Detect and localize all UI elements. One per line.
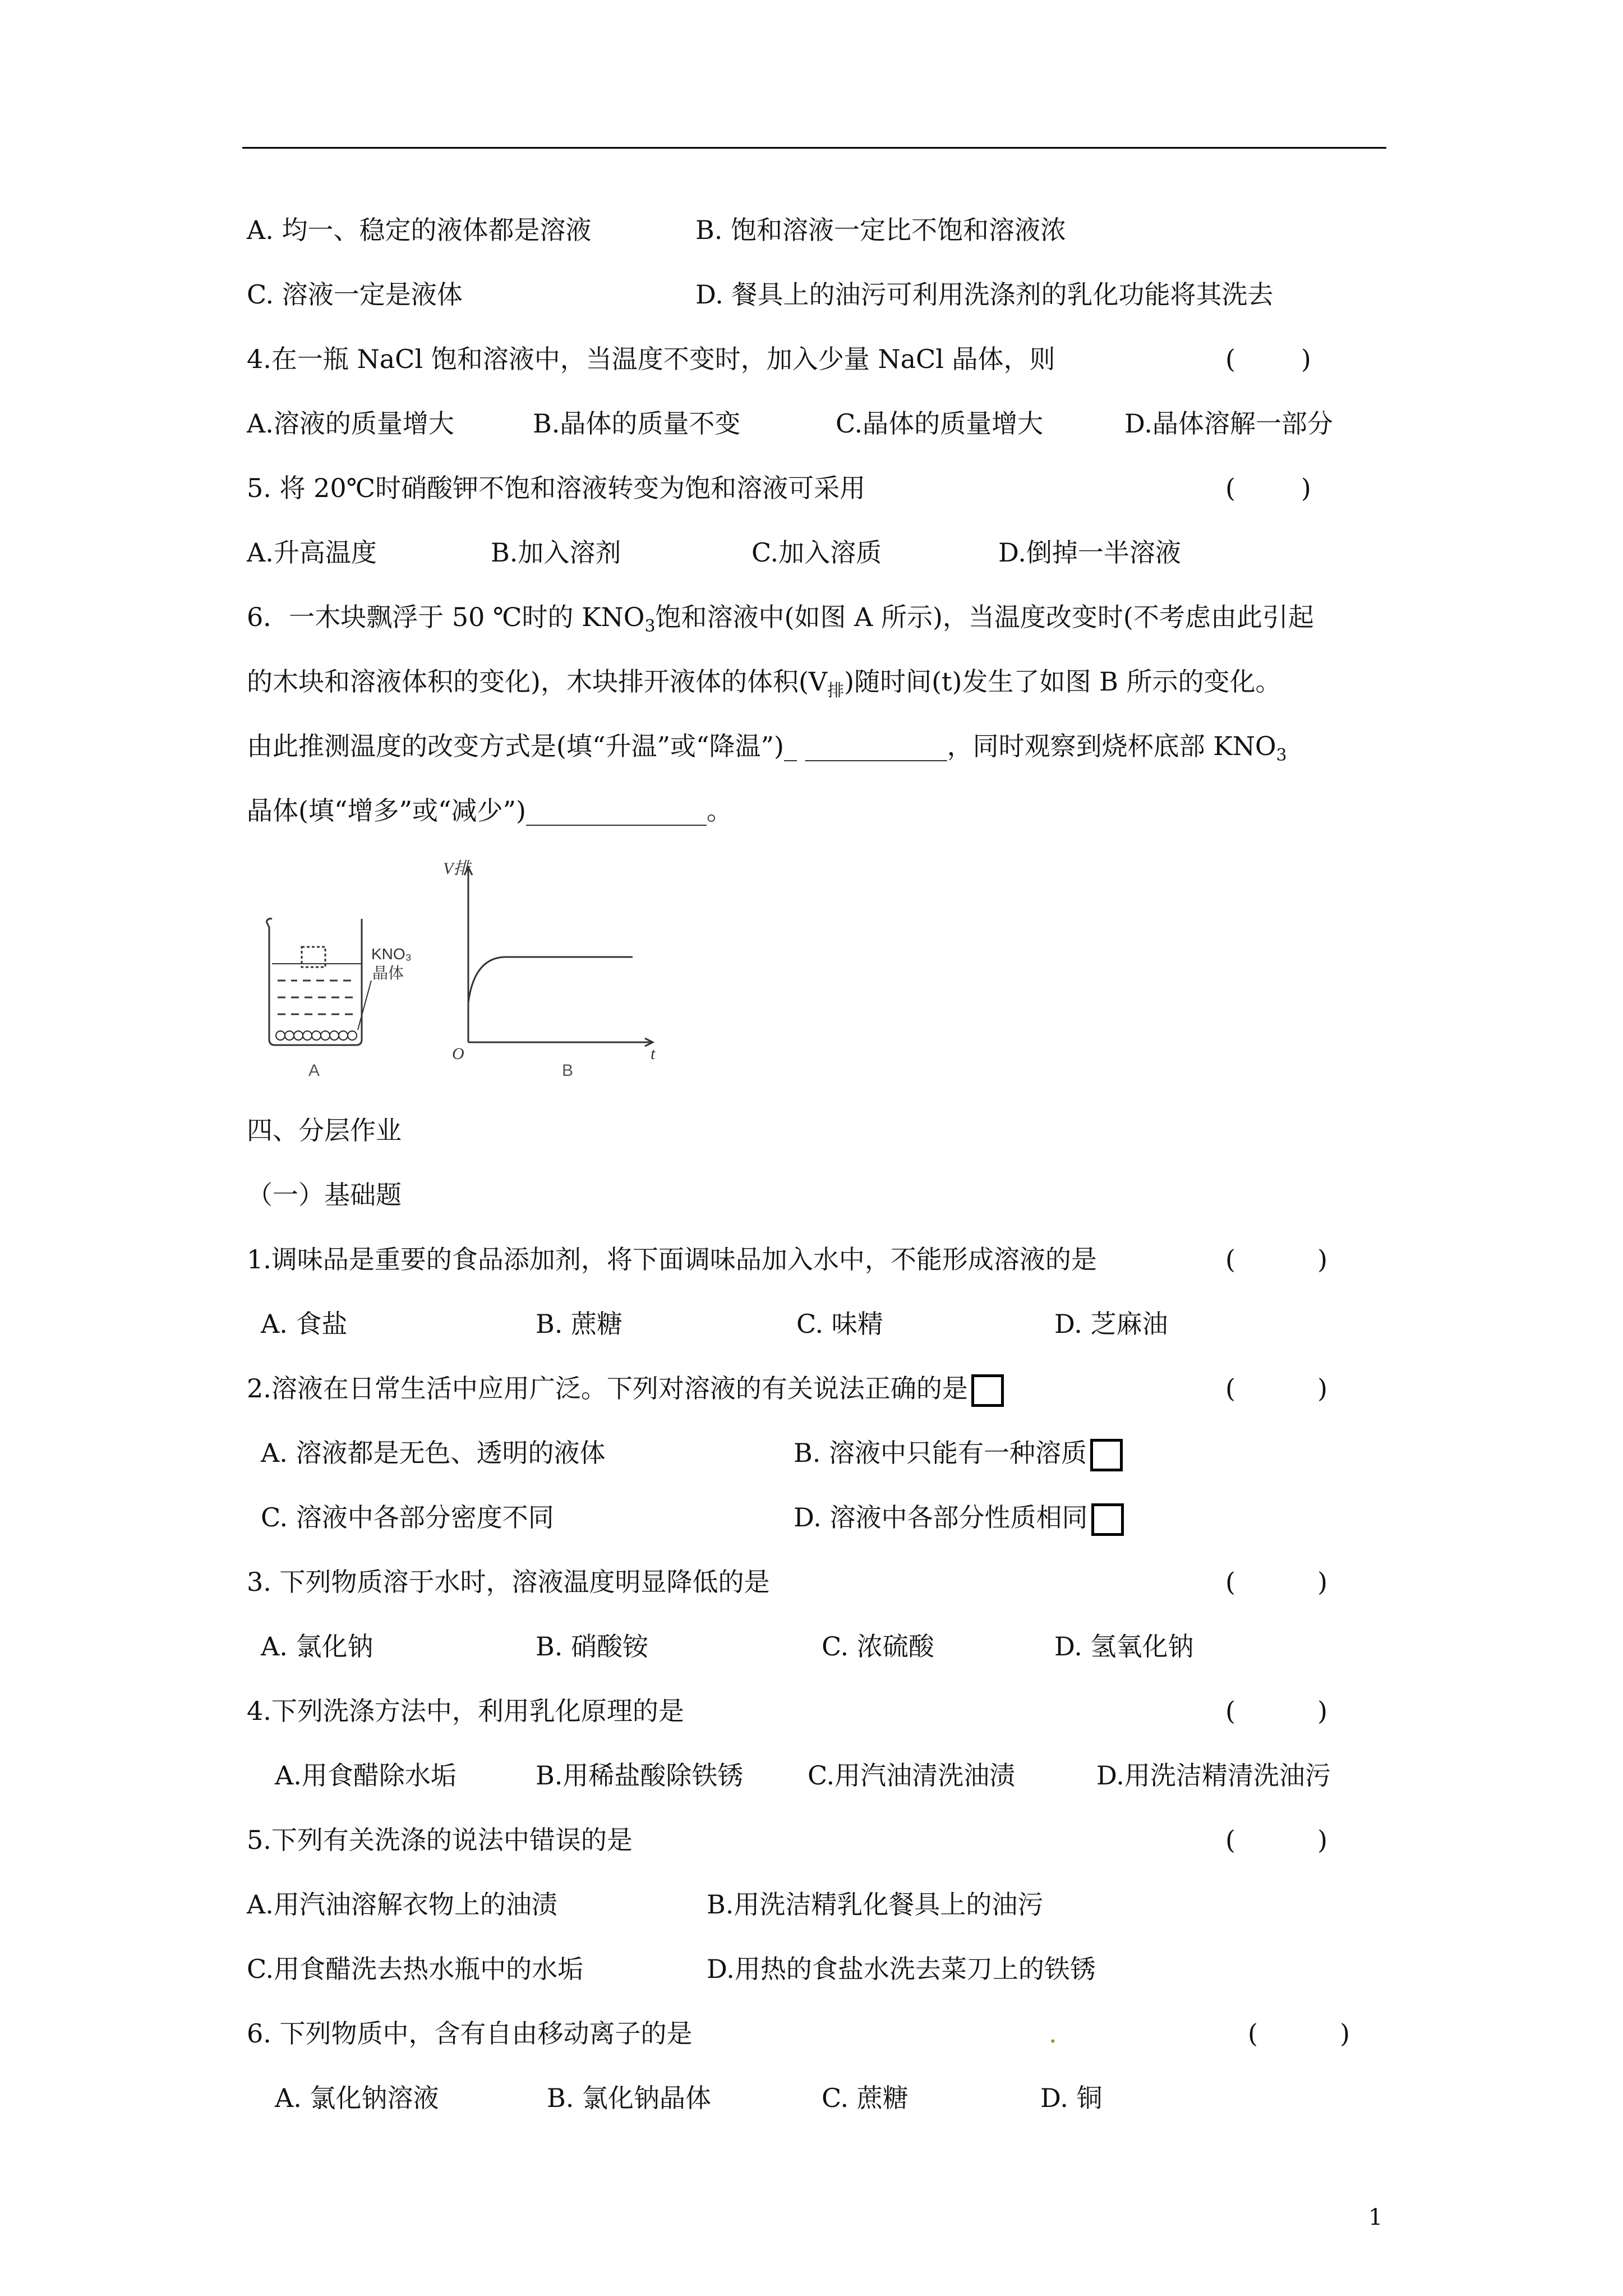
b1-option-b: B. 蔗糖 [536, 1309, 623, 1339]
q4-option-b: B.晶体的质量不变 [533, 408, 741, 439]
answer-paren: ( ) [1225, 1567, 1328, 1597]
graph-b [464, 867, 653, 1046]
kno3-label: KNO₃ [371, 945, 412, 963]
b2-option-c: C. 溶液中各部分密度不同 [261, 1502, 554, 1533]
answer-paren: ( ) [1225, 473, 1311, 503]
option-b: B. 饱和溶液一定比不饱和溶液浓 [695, 215, 1067, 245]
b4-option-b: B.用稀盐酸除铁锈 [536, 1760, 744, 1791]
question-6-line-2: 的木块和溶液体积的变化)，木块排开液体的体积$(V_排)$随时间(t)发生了如图 B 所示的变化。 [247, 666, 1281, 701]
crystal-label: 晶体 [372, 964, 404, 982]
question-4: 4.在一瓶 NaCl 饱和溶液中，当温度不变时，加入少量 NaCl 晶体，则 [247, 344, 1055, 374]
b2-option-b: B. 溶液中只能有一种溶质 [794, 1436, 1123, 1471]
answer-box[interactable] [971, 1374, 1004, 1407]
b6-option-b: B. 氯化钠晶体 [547, 2083, 712, 2113]
v-curve [468, 957, 633, 1003]
beaker-diagram [266, 919, 371, 1045]
b6-option-a: A. 氯化钠溶液 [275, 2083, 439, 2113]
option-c: C. 溶液一定是液体 [247, 279, 463, 310]
answer-paren: ( ) [1225, 1825, 1328, 1855]
q4-option-a: A.溶液的质量增大 [247, 408, 454, 439]
q5-option-d: D.倒掉一半溶液 [998, 537, 1181, 568]
b3-option-c: C. 浓硫酸 [822, 1631, 934, 1662]
stray-dot: . [1049, 2018, 1057, 2049]
b3-option-d: D. 氢氧化钠 [1054, 1631, 1194, 1662]
header-rule [242, 147, 1386, 149]
basic-question-4: 4.下列洗涤方法中，利用乳化原理的是 [247, 1696, 684, 1726]
b1-option-c: C. 味精 [796, 1309, 883, 1339]
page-number: 1 [1368, 2205, 1383, 2230]
basic-question-6: 6. 下列物质中，含有自由移动离子的是 [247, 2018, 693, 2049]
label-a: A [308, 1061, 320, 1080]
q4-option-d: D.晶体溶解一部分 [1124, 408, 1333, 439]
b4-option-d: D.用洗洁精清洗油污 [1096, 1760, 1331, 1791]
question-6-line-1: 6．一木块飘浮于 50 ℃时的 $KNO_3$饱和溶液中(如图 A 所示)，当温度改变时(不考虑由此引起 [247, 602, 1314, 636]
b6-option-d: D. 铜 [1040, 2083, 1103, 2113]
basic-question-1: 1.调味品是重要的食品添加剂，将下面调味品加入水中，不能形成溶液的是 [247, 1244, 1097, 1274]
answer-paren: ( ) [1225, 1373, 1328, 1404]
figure-beaker-and-graph [252, 852, 723, 1087]
answer-box[interactable] [1091, 1503, 1124, 1536]
b1-option-a: A. 食盐 [261, 1309, 348, 1339]
y-axis-label: V排 [443, 859, 471, 878]
b5-option-c: C.用食醋洗去热水瓶中的水垢 [247, 1954, 584, 1984]
option-d: D. 餐具上的油污可利用洗涤剂的乳化功能将其洗去 [695, 279, 1274, 310]
option-a: A. 均一、稳定的液体都是溶液 [247, 215, 592, 245]
basic-question-3: 3. 下列物质溶于水时，溶液温度明显降低的是 [247, 1567, 770, 1597]
b3-option-a: A. 氯化钠 [261, 1631, 374, 1662]
question-5: 5. 将 20℃时硝酸钾不饱和溶液转变为饱和溶液可采用 [247, 473, 866, 503]
b4-option-c: C.用汽油清洗油渍 [808, 1760, 1016, 1791]
q4-option-c: C.晶体的质量增大 [836, 408, 1044, 439]
q5-option-b: B.加入溶剂 [491, 537, 621, 568]
q5-option-a: A.升高温度 [247, 537, 377, 568]
b2-option-a: A. 溶液都是无色、透明的液体 [261, 1438, 606, 1468]
answer-paren: ( ) [1248, 2018, 1350, 2049]
b5-option-a: A.用汽油溶解衣物上的油渍 [247, 1889, 557, 1920]
question-6-line-4: 晶体(填“增多”或“减少”)______________。 [247, 795, 732, 826]
label-b: B [562, 1061, 574, 1080]
b3-option-b: B. 硝酸铵 [536, 1631, 649, 1662]
b4-option-a: A.用食醋除水垢 [275, 1760, 457, 1791]
b5-option-b: B.用洗洁精乳化餐具上的油污 [707, 1889, 1044, 1920]
b1-option-d: D. 芝麻油 [1054, 1309, 1168, 1339]
basic-question-5: 5.下列有关洗涤的说法中错误的是 [247, 1825, 633, 1855]
question-6-line-3: 由此推测温度的改变方式是(填“升温”或“降温”)_ ___________，同时观察到烧杯底部 $KNO_3$ [247, 731, 1287, 765]
answer-paren: ( ) [1225, 1244, 1328, 1274]
b2-option-d: D. 溶液中各部分性质相同 [794, 1501, 1124, 1536]
b6-option-c: C. 蔗糖 [822, 2083, 909, 2113]
section-heading: 四、分层作业 [247, 1115, 402, 1145]
answer-paren: ( ) [1225, 1696, 1328, 1726]
basic-question-2: 2.溶液在日常生活中应用广泛。下列对溶液的有关说法正确的是 [247, 1372, 1004, 1407]
x-axis-label: t [651, 1045, 656, 1063]
answer-box[interactable] [1090, 1439, 1123, 1471]
b5-option-d: D.用热的食盐水洗去菜刀上的铁锈 [707, 1954, 1096, 1984]
answer-paren: ( ) [1225, 344, 1311, 374]
subsection-heading: （一）基础题 [247, 1180, 402, 1210]
q5-option-c: C.加入溶质 [751, 537, 882, 568]
crystal-dots [276, 1031, 357, 1040]
origin-label: O [452, 1045, 464, 1063]
